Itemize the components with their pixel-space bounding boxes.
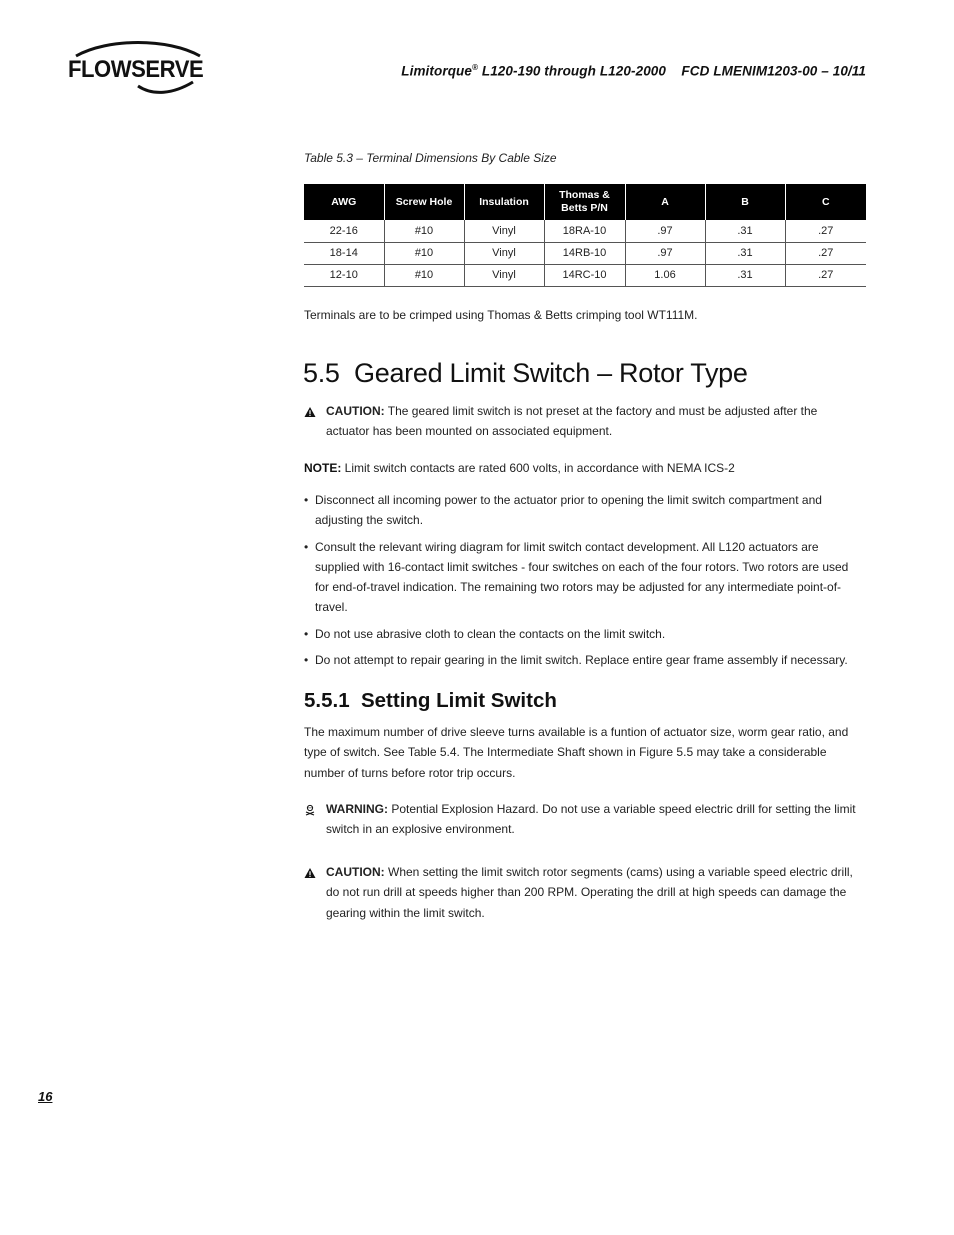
subsection-title: 5.5.1 Setting Limit Switch [304, 689, 557, 712]
warning-label: WARNING: [326, 802, 388, 816]
table-cell: 12-10 [304, 264, 384, 286]
table-row [304, 242, 866, 264]
caution-notice [304, 862, 856, 923]
table-cell: 14RB-10 [544, 242, 625, 264]
caution-label: CAUTION: [326, 865, 385, 879]
table-cell: .27 [785, 242, 866, 264]
note-paragraph [304, 458, 856, 478]
explosion-hazard-icon [304, 804, 316, 816]
table-cell: Vinyl [464, 264, 544, 286]
crimp-note: Terminals are to be crimped using Thomas & Betts crimping tool WT111M. [304, 308, 698, 322]
precautions-list [304, 490, 860, 676]
header-rest: L120-190 through L120-2000 FCD LMENIM1203-00 – 10/11 [478, 63, 866, 79]
document-header [401, 63, 866, 79]
column-header: AWG [304, 184, 384, 220]
table-cell: .97 [625, 220, 705, 242]
table-cell: .31 [705, 220, 785, 242]
list-item: • Disconnect all incoming power to the actuator prior to opening the limit switch compartment and adjusting the switch. [304, 490, 860, 531]
table-row [304, 264, 866, 286]
flowserve-logo [68, 40, 208, 96]
table-cell: .27 [785, 264, 866, 286]
list-item: • Consult the relevant wiring diagram for limit switch contact development. All L120 actuators are supplied with 16-contact limit switches - four switches on each of the four rotors. Two rotors are used for end-of-travel indication. The remaining two rotors may be adjusted for any intermediate point-of-travel. [304, 537, 860, 618]
column-header: C [785, 184, 866, 220]
table-cell: .27 [785, 220, 866, 242]
list-item: • Do not use abrasive cloth to clean the contacts on the limit switch. [304, 624, 860, 644]
subsection-body: The maximum number of drive sleeve turns available is a funtion of actuator size, worm gear ratio, and type of switch. See Table 5.4. The Intermediate Shaft shown in Figure 5.5 may take a considerable number of turns before rotor trip occurs. [304, 725, 849, 780]
caution-text: The geared limit switch is not preset at the factory and must be adjusted after the actuator has been mounted on associated equipment. [326, 404, 818, 439]
table-cell: 14RC-10 [544, 264, 625, 286]
table-caption: Table 5.3 – Terminal Dimensions By Cable Size [304, 151, 557, 165]
table-cell: 18RA-10 [544, 220, 625, 242]
logo-text: FLOWSERVE [68, 56, 204, 83]
table-cell: #10 [384, 264, 464, 286]
table-cell: Vinyl [464, 242, 544, 264]
table-cell: .97 [625, 242, 705, 264]
caution-text: When setting the limit switch rotor segments (cams) using a variable speed electric drill, do not run drill at speeds higher than 200 RPM. Operating the drill at high speeds can damage the gearing within the limit switch. [326, 865, 853, 920]
column-header: Screw Hole [384, 184, 464, 220]
table-cell: 22-16 [304, 220, 384, 242]
table-header-row [304, 184, 866, 220]
caution-notice [304, 401, 856, 442]
table-cell: 1.06 [625, 264, 705, 286]
caution-triangle-icon [304, 406, 316, 418]
caution-triangle-icon [304, 867, 316, 879]
table-row [304, 220, 866, 242]
table-cell: #10 [384, 220, 464, 242]
header-product: Limitorque [401, 63, 472, 79]
table-cell: #10 [384, 242, 464, 264]
column-header: Insulation [464, 184, 544, 220]
column-header: B [705, 184, 785, 220]
terminal-dimensions-table [304, 184, 866, 287]
registered-mark: ® [472, 63, 478, 72]
warning-text: Potential Explosion Hazard. Do not use a variable speed electric drill for setting the limit switch in an explosive environment. [326, 802, 856, 837]
list-item: • Do not attempt to repair gearing in the limit switch. Replace entire gear frame assembly if necessary. [304, 650, 860, 670]
column-header: Thomas & Betts P/N [544, 184, 625, 220]
warning-notice [304, 799, 856, 840]
table-cell: Vinyl [464, 220, 544, 242]
table-cell: .31 [705, 264, 785, 286]
section-title: 5.5 Geared Limit Switch – Rotor Type [303, 358, 748, 388]
note-text: Limit switch contacts are rated 600 volts, in accordance with NEMA ICS-2 [341, 461, 735, 475]
page-number: 16 [38, 1089, 53, 1104]
table-cell: 18-14 [304, 242, 384, 264]
note-label: NOTE: [304, 461, 342, 475]
caution-label: CAUTION: [326, 404, 385, 418]
table-cell: .31 [705, 242, 785, 264]
column-header: A [625, 184, 705, 220]
